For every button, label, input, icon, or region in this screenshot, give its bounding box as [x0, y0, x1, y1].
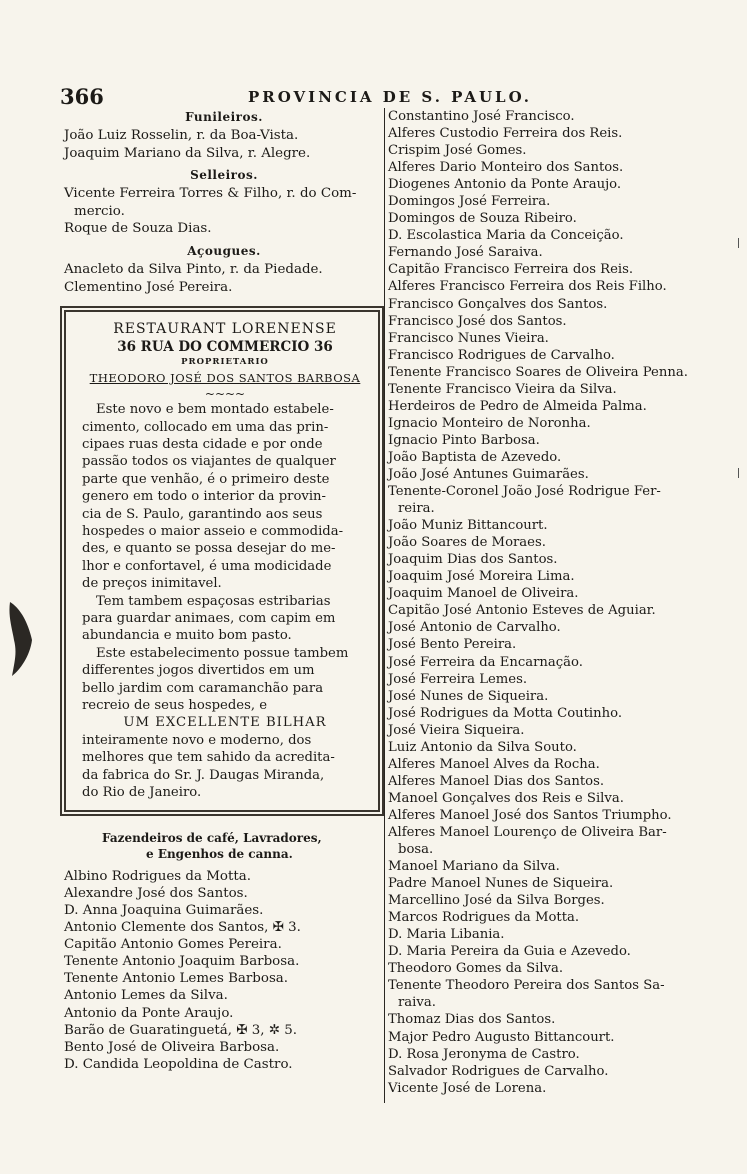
directory-entry: Antonio Clemente dos Santos, ✠ 3.: [64, 920, 301, 936]
ad-text-line: lhor e confortavel, é uma modicidade: [82, 558, 332, 574]
page-header: [60, 84, 560, 109]
directory-entry: Tenente Francisco Vieira da Silva.: [388, 381, 617, 397]
directory-entry: Diogenes Antonio da Ponte Araujo.: [388, 177, 622, 193]
ad-text-line: recreio de seus hospedes, e: [82, 698, 268, 714]
directory-entry: João Baptista de Azevedo.: [388, 449, 562, 465]
selleiros-list: [64, 185, 384, 238]
directory-entry: D. Maria Libania.: [388, 927, 505, 943]
directory-entry: José Ferreira da Encarnação.: [388, 654, 583, 670]
directory-entry: Joaquim Manoel de Oliveira.: [388, 586, 579, 602]
directory-entry: Bento José de Oliveira Barbosa.: [64, 1039, 280, 1055]
directory-entry: João Soares de Moraes.: [388, 535, 546, 551]
directory-entry: Tenente Antonio Joaquim Barbosa.: [64, 954, 300, 970]
directory-entry: Alferes Manoel José dos Santos Triumpho.: [388, 807, 672, 823]
directory-entry: José Rodrigues da Motta Coutinho.: [388, 705, 623, 721]
acougues-list: [64, 261, 384, 296]
directory-entry: raiva.: [398, 995, 436, 1011]
directory-entry: Alferes Custodio Ferreira dos Reis.: [388, 126, 623, 142]
ad-text-line: melhores que tem sahido da acredita-: [82, 750, 335, 766]
directory-entry: Luiz Antonio da Silva Souto.: [388, 739, 577, 755]
left-column: [64, 108, 384, 1073]
directory-entry: Joaquim José Moreira Lima.: [388, 569, 575, 585]
section-heading-selleiros: Selleiros.: [190, 168, 258, 183]
directory-entry: bosa.: [398, 842, 434, 858]
ad-text-line: do Rio de Janeiro.: [82, 785, 202, 801]
directory-entry: Tenente Theodoro Pereira dos Santos Sa-: [388, 978, 665, 994]
directory-entry: Tenente Francisco Soares de Oliveira Penna.: [388, 364, 688, 380]
ad-text-line: Este estabelecimento possue tambem: [96, 645, 349, 661]
directory-entry: Francisco José dos Santos.: [388, 313, 567, 329]
directory-entry: Roque de Souza Dias.: [64, 221, 212, 237]
ad-text-line: Tem tambem espaçosas estribarias: [96, 593, 331, 609]
edge-mark: [738, 468, 739, 478]
directory-entry: Marcellino José da Silva Borges.: [388, 893, 605, 909]
directory-entry: José Bento Pereira.: [388, 637, 517, 653]
ad-body: [82, 401, 368, 801]
directory-entry: D. Candida Leopoldina de Castro.: [64, 1056, 293, 1072]
ad-text-line: UM EXCELLENTE BILHAR: [123, 715, 327, 731]
directory-entry: José Ferreira Lemes.: [388, 671, 528, 687]
ad-text-line: inteiramente novo e moderno, dos: [82, 732, 312, 748]
directory-entry: Capitão Antonio Gomes Pereira.: [64, 937, 282, 953]
directory-entry: Vicente Ferreira Torres & Filho, r. do Com-: [64, 186, 357, 202]
directory-entry: João Muniz Bittancourt.: [388, 518, 548, 534]
ad-text-line: differentes jogos divertidos em um: [82, 663, 315, 679]
directory-entry: Alferes Manoel Alves da Rocha.: [388, 756, 600, 772]
directory-entry: Theodoro Gomes da Silva.: [388, 961, 564, 977]
directory-entry: D. Maria Pereira da Guia e Azevedo.: [388, 944, 631, 960]
directory-entry: D. Rosa Jeronyma de Castro.: [388, 1046, 580, 1062]
directory-entry: Alferes Dario Monteiro dos Santos.: [388, 160, 624, 176]
section-heading-fazendeiros-cont: e Engenhos de canna.: [146, 847, 293, 862]
funileiros-list: [64, 127, 384, 162]
directory-entry: Joaquim Mariano da Silva, r. Alegre.: [64, 145, 311, 161]
page-edge-blot: [6, 600, 36, 678]
ad-text-line: cimento, collocado em uma das prin-: [82, 419, 329, 435]
directory-entry: Thomaz Dias dos Santos.: [388, 1012, 556, 1028]
fazendeiros-list-continued: [388, 108, 733, 1097]
directory-entry: Major Pedro Augusto Bittancourt.: [388, 1029, 615, 1045]
directory-entry: Vicente José de Lorena.: [388, 1080, 547, 1096]
ad-text-line: cipaes ruas desta cidade e por onde: [82, 436, 323, 452]
section-heading-fazendeiros: Fazendeiros de café, Lavradores,: [102, 831, 322, 846]
running-title: PROVINCIA DE S. PAULO.: [248, 88, 532, 106]
directory-entry: D. Escolastica Maria da Conceição.: [388, 228, 624, 244]
directory-entry: Antonio da Ponte Araujo.: [64, 1005, 234, 1021]
directory-entry: Clementino José Pereira.: [64, 279, 233, 295]
directory-entry: Tenente Antonio Lemes Barbosa.: [64, 971, 289, 987]
directory-entry: Antonio Lemes da Silva.: [64, 988, 228, 1004]
directory-entry: Constantino José Francisco.: [388, 109, 575, 124]
directory-entry: Barão de Guaratinguetá, ✠ 3, ✲ 5.: [64, 1022, 298, 1038]
ad-text-line: da fabrica do Sr. J. Daugas Miranda,: [82, 767, 325, 783]
directory-entry: Ignacio Pinto Barbosa.: [388, 432, 540, 448]
directory-entry: Francisco Rodrigues de Carvalho.: [388, 347, 615, 363]
ad-text-line: hospedes o maior asseio e commodida-: [82, 524, 344, 539]
directory-entry: reira.: [398, 501, 435, 517]
ad-role: PROPRIETARIO: [181, 357, 269, 368]
directory-entry: mercio.: [74, 203, 125, 219]
directory-entry: Crispim José Gomes.: [388, 143, 527, 159]
directory-entry: Salvador Rodrigues de Carvalho.: [388, 1063, 609, 1079]
section-heading-acougues: Açougues.: [187, 243, 261, 258]
directory-entry: Capitão Francisco Ferreira dos Reis.: [388, 262, 634, 278]
directory-entry: D. Anna Joaquina Guimarães.: [64, 903, 264, 919]
ad-text-line: genero em todo o interior da provin-: [82, 489, 326, 505]
directory-entry: Capitão José Antonio Esteves de Aguiar.: [388, 603, 656, 619]
ad-text-line: passão todos os viajantes de qualquer: [82, 454, 336, 470]
directory-entry: José Antonio de Carvalho.: [388, 620, 561, 636]
directory-entry: Padre Manoel Nunes de Siqueira.: [388, 876, 614, 892]
directory-entry: Francisco Nunes Vieira.: [388, 330, 549, 346]
directory-entry: Alexandre José dos Santos.: [64, 886, 248, 902]
ad-text-line: parte que venhão, é o primeiro deste: [82, 471, 330, 487]
directory-entry: Manoel Mariano da Silva.: [388, 859, 560, 875]
directory-entry: Ignacio Monteiro de Noronha.: [388, 415, 591, 431]
ad-text-line: cia de S. Paulo, garantindo aos seus: [82, 506, 323, 522]
edge-mark: [738, 238, 739, 248]
directory-entry: Manoel Gonçalves dos Reis e Silva.: [388, 790, 624, 806]
directory-entry: Tenente-Coronel João José Rodrigue Fer-: [388, 484, 661, 500]
right-column: [388, 108, 733, 1097]
directory-entry: Domingos de Souza Ribeiro.: [388, 211, 577, 227]
directory-entry: Domingos José Ferreira.: [388, 194, 551, 210]
directory-entry: José Nunes de Siqueira.: [388, 688, 549, 704]
ad-text-line: bello jardim com caramanchão para: [82, 680, 324, 696]
advertisement-content: [82, 320, 368, 801]
flourish-ornament: ~~~~: [204, 387, 246, 402]
column-divider: [384, 108, 385, 1103]
directory-entry: Joaquim Dias dos Santos.: [388, 552, 558, 568]
fazendeiros-list: [64, 868, 384, 1073]
section-heading-funileiros: Funileiros.: [185, 110, 263, 124]
directory-entry: João Luiz Rosselin, r. da Boa-Vista.: [64, 128, 299, 143]
page-number: 366: [60, 84, 104, 109]
directory-entry: Alferes Manoel Dias dos Santos.: [388, 773, 605, 789]
restaurant-advertisement: [60, 306, 384, 816]
directory-entry: Marcos Rodrigues da Motta.: [388, 910, 580, 926]
ad-owner: THEODORO JOSÉ DOS SANTOS BARBOSA: [89, 371, 361, 386]
ad-text-line: abundancia e muito bom pasto.: [82, 628, 292, 644]
ad-text-line: de preços inimitavel.: [82, 576, 222, 592]
ad-title: RESTAURANT LORENENSE: [113, 321, 337, 338]
ad-text-line: Este novo e bem montado estabele-: [96, 402, 334, 418]
directory-entry: Alferes Manoel Lourenço de Oliveira Bar-: [388, 824, 667, 840]
directory-entry: Anacleto da Silva Pinto, r. da Piedade.: [64, 261, 323, 277]
ad-text-line: para guardar animaes, com capim em: [82, 611, 336, 627]
directory-entry: Alferes Francisco Ferreira dos Reis Filho.: [388, 279, 667, 295]
directory-entry: Francisco Gonçalves dos Santos.: [388, 296, 608, 312]
directory-entry: José Vieira Siqueira.: [388, 722, 525, 738]
ad-text-line: des, e quanto se possa desejar do me-: [82, 541, 336, 557]
directory-entry: Herdeiros de Pedro de Almeida Palma.: [388, 398, 647, 414]
directory-entry: Fernando José Saraiva.: [388, 245, 543, 261]
directory-entry: Albino Rodrigues da Motta.: [64, 869, 251, 885]
directory-entry: João José Antunes Guimarães.: [388, 466, 589, 482]
ad-address: 36 RUA DO COMMERCIO 36: [117, 339, 333, 356]
